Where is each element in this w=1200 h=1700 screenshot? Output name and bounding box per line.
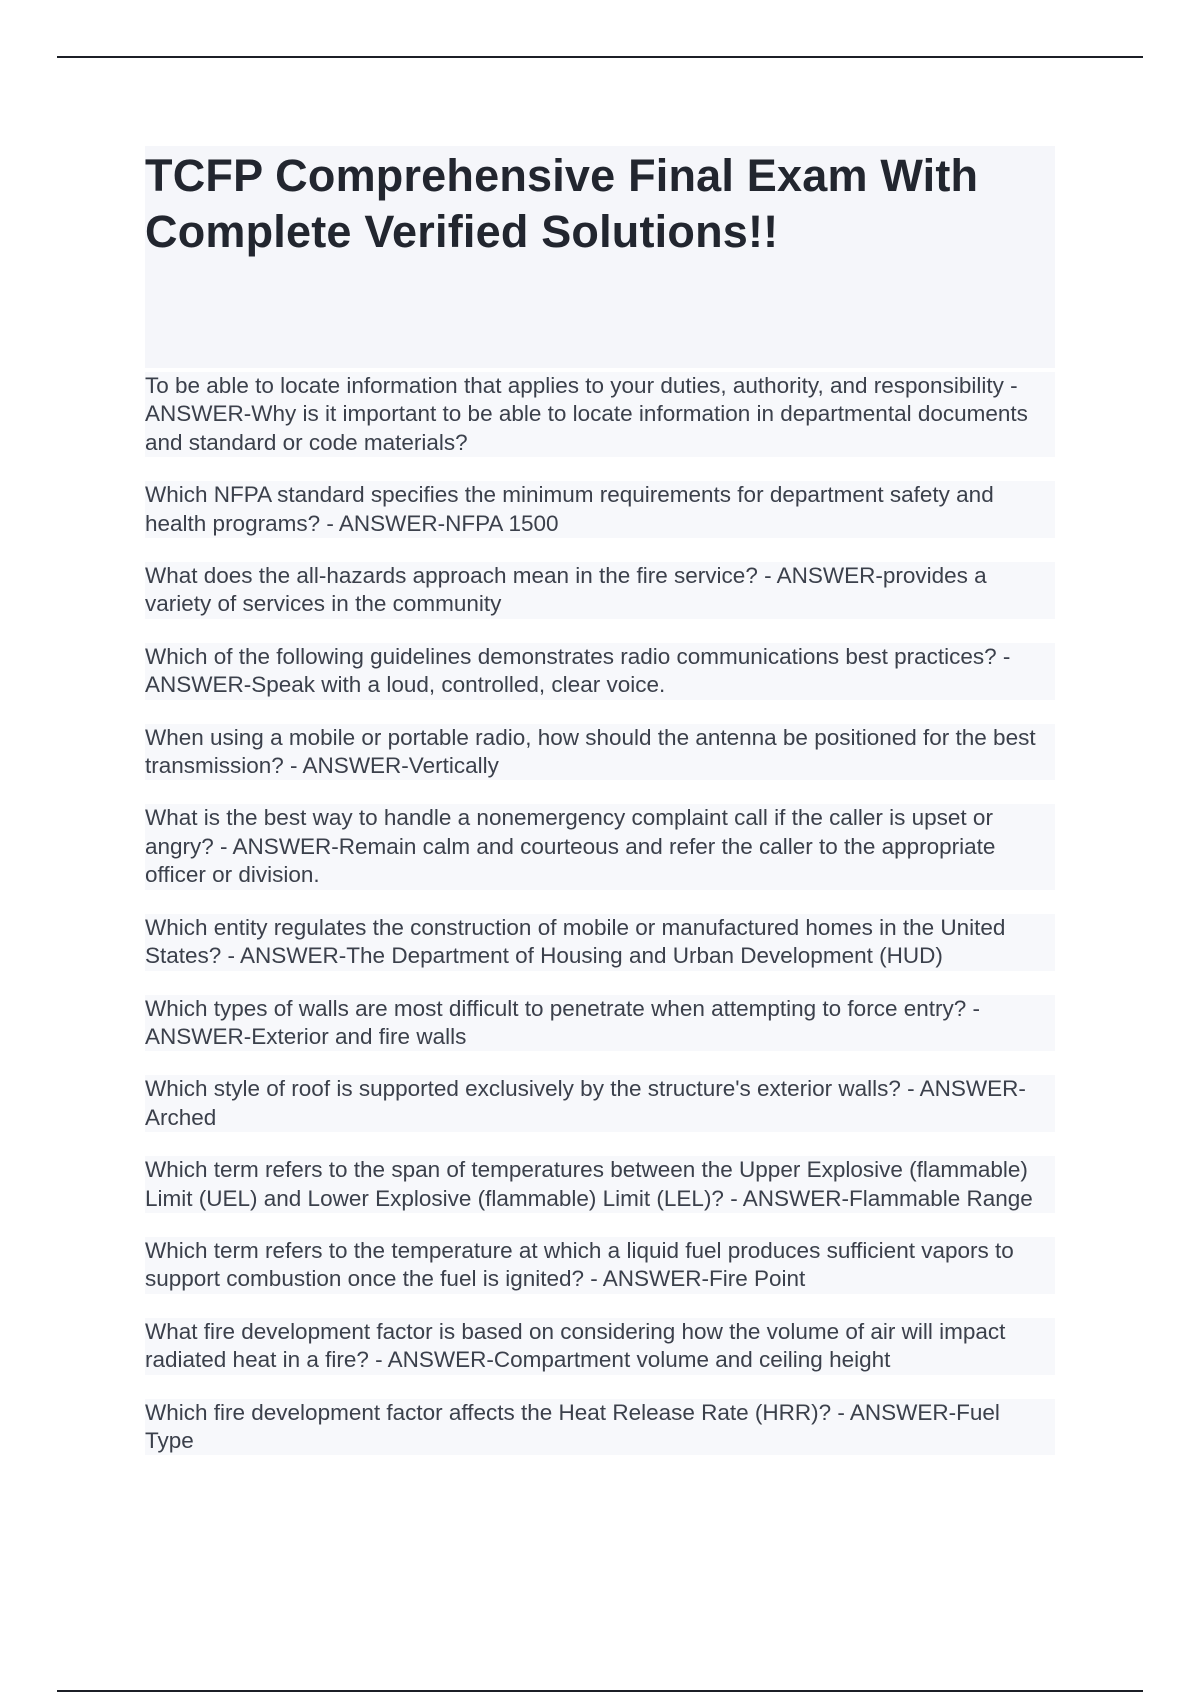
title-block bbox=[145, 146, 1055, 368]
bottom-rule bbox=[57, 1690, 1143, 1692]
document-body bbox=[145, 146, 1055, 1455]
document-title: TCFP Comprehensive Final Exam With Complete Verified Solutions!! bbox=[145, 150, 979, 257]
qa-item: Which fire development factor affects the Heat Release Rate (HRR)? - ANSWER-Fuel Type bbox=[145, 1399, 1055, 1456]
qa-item: What does the all-hazards approach mean in the fire service? - ANSWER-provides a variety of services in the community bbox=[145, 562, 1055, 619]
qa-item: Which entity regulates the construction of mobile or manufactured homes in the United States? - ANSWER-The Department of Housing and Urban Development (HUD) bbox=[145, 914, 1055, 971]
qa-item: Which of the following guidelines demonstrates radio communications best practices? - ANSWER-Speak with a loud, controlled, clear voice. bbox=[145, 643, 1055, 700]
top-rule bbox=[57, 56, 1143, 58]
qa-item: To be able to locate information that applies to your duties, authority, and responsibility - ANSWER-Why is it important to be able to locate information in departmental documents and standard or code materials? bbox=[145, 372, 1055, 457]
qa-item: When using a mobile or portable radio, how should the antenna be positioned for the best transmission? - ANSWER-Vertically bbox=[145, 724, 1055, 781]
qa-item: Which style of roof is supported exclusively by the structure's exterior walls? - ANSWER-Arched bbox=[145, 1075, 1055, 1132]
qa-item: What fire development factor is based on considering how the volume of air will impact radiated heat in a fire? - ANSWER-Compartment volume and ceiling height bbox=[145, 1318, 1055, 1375]
qa-item: Which NFPA standard specifies the minimum requirements for department safety and health programs? - ANSWER-NFPA 1500 bbox=[145, 481, 1055, 538]
qa-item: Which term refers to the temperature at which a liquid fuel produces sufficient vapors to support combustion once the fuel is ignited? - ANSWER-Fire Point bbox=[145, 1237, 1055, 1294]
qa-item: Which types of walls are most difficult to penetrate when attempting to force entry? - ANSWER-Exterior and fire walls bbox=[145, 995, 1055, 1052]
qa-list bbox=[145, 372, 1055, 1455]
qa-item: What is the best way to handle a nonemergency complaint call if the caller is upset or angry? - ANSWER-Remain calm and courteous and refer the caller to the appropriate officer or division. bbox=[145, 804, 1055, 889]
qa-item: Which term refers to the span of temperatures between the Upper Explosive (flammable) Limit (UEL) and Lower Explosive (flammable) Limit (LEL)? - ANSWER-Flammable Range bbox=[145, 1156, 1055, 1213]
